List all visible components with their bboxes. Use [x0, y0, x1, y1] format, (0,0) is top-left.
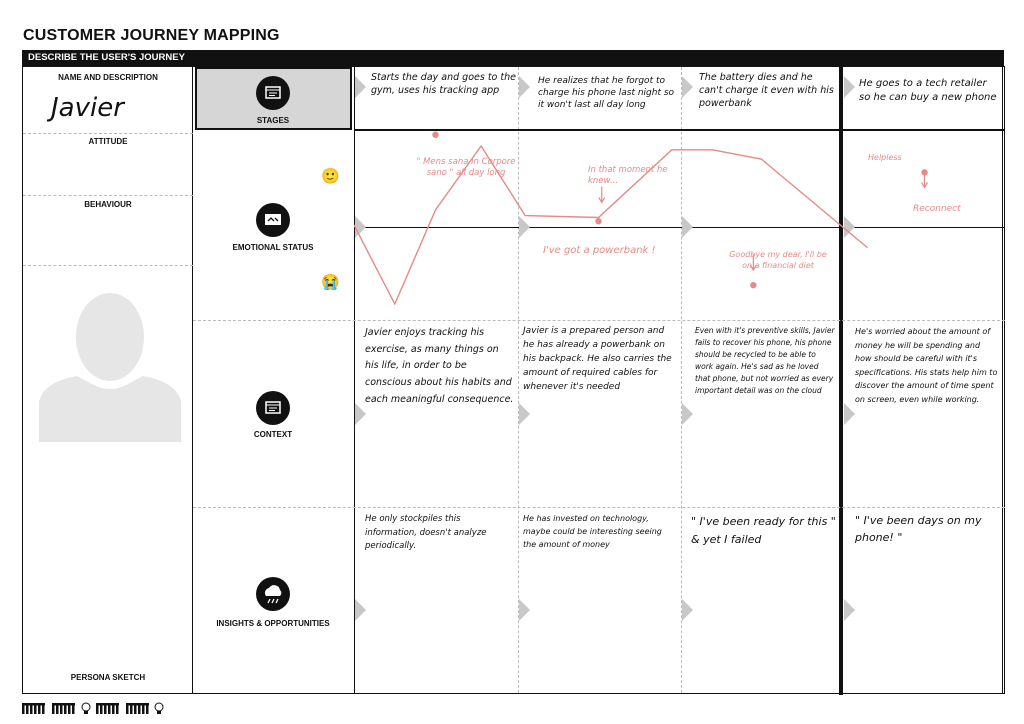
emotion-point — [750, 282, 756, 288]
insights-label: INSIGHTS & OPPORTUNITIES — [216, 619, 330, 628]
insight-arrow — [844, 599, 855, 621]
stage-arrow — [682, 76, 693, 98]
emotion-pointer — [599, 186, 605, 202]
browser-icon — [256, 76, 290, 110]
emotion-point — [432, 132, 438, 138]
sad-face-icon: 😭 — [321, 274, 340, 291]
insight-arrow — [682, 599, 693, 621]
context-label: CONTEXT — [253, 430, 293, 439]
persona-silhouette-image — [37, 282, 183, 442]
stage-arrow — [519, 76, 530, 98]
emotional-status-label: EMOTIONAL STATUS — [232, 243, 314, 252]
insight-text: He has invested on technology, maybe could be interesting seeing the amount of money — [523, 514, 662, 549]
context-text: Javier is a prepared person and he has already a powerbank on his backpack. He also carries the amount of required cables for whenever it's needed — [523, 326, 672, 392]
cloud-rain-icon — [256, 577, 290, 611]
name-description-label: NAME AND DESCRIPTION — [58, 73, 158, 82]
journey-map-frame — [22, 66, 1005, 694]
insight-text: " I've been days on my phone! " — [855, 514, 982, 544]
context-arrow — [682, 403, 693, 425]
emotion-note: " Mens sana in Corpore sano " all day long — [416, 157, 516, 179]
behaviour-label: BEHAVIOUR — [84, 200, 132, 209]
browser-icon — [256, 391, 290, 425]
insight-arrow — [355, 599, 366, 621]
stages-label: STAGES — [256, 116, 290, 125]
insight-text: He only stockpiles this information, doesn't analyze periodically. — [365, 514, 487, 552]
stage-text: Starts the day and goes to the gym, uses his tracking app — [371, 72, 516, 96]
emotion-note: Reconnect — [913, 204, 961, 214]
page-title: CUSTOMER JOURNEY MAPPING — [23, 27, 280, 44]
persona-name: Javier — [51, 93, 124, 123]
stage-arrow — [844, 76, 855, 98]
emotion-note: In that moment he knew... — [588, 165, 668, 187]
context-text: He's worried about the amount of money he will be spending and how should be careful with it's specifications. His stats help him to discover the amount of time spent on screen, even while working. — [855, 327, 998, 404]
context-text: Even with it's preventive skills, Javier fails to recover his phone, his phone should be recycled to be able to work again. He's sad as he loved that phone, but not worried as every important detail was on the cloud — [695, 326, 835, 395]
context-text: Javier enjoys tracking his exercise, as many things on his life, in order to be conscious about his habits and each meaningful consequence. — [365, 327, 514, 405]
emotion-point — [595, 218, 601, 224]
stage-arrow — [355, 76, 366, 98]
stage-text: He realizes that he forgot to charge his phone last night so it won't last all day long — [538, 76, 675, 111]
happy-face-icon: 🙂 — [321, 168, 340, 185]
persona-sketch-label: PERSONA SKETCH — [70, 673, 146, 682]
context-arrow — [519, 403, 530, 425]
emotion-note: Helpless — [868, 153, 902, 162]
stage-text: He goes to a tech retailer so he can buy a new phone — [859, 78, 997, 103]
screen-arrows-icon — [256, 203, 290, 237]
attitude-label: ATTITUDE — [88, 137, 128, 146]
stage-text: The battery dies and he can't charge it even with his powerbank — [699, 72, 834, 109]
emotion-note: I've got a powerbank ! — [543, 245, 656, 256]
section-subtitle-bar: DESCRIBE THE USER'S JOURNEY — [22, 50, 1004, 66]
insight-arrow — [519, 599, 530, 621]
context-arrow — [844, 403, 855, 425]
insight-text: " I've been ready for this " & yet I failed — [691, 515, 836, 546]
emotion-note: Goodbye my dear, I'll be on a financial diet — [729, 250, 827, 270]
footer-people-logo — [22, 701, 172, 715]
